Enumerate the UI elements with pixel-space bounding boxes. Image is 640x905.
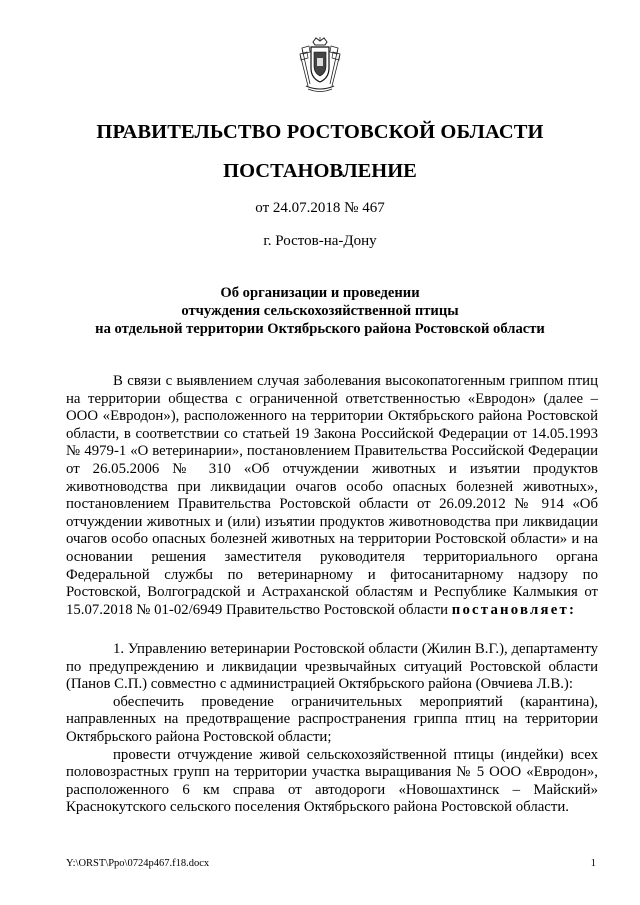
item-1-subitem: обеспечить проведение ограничительных мероприятий (карантина), направленных на предотвращение распространения гриппа птиц на территории Октябрьского района Ростовской области; <box>66 693 598 745</box>
subject-line: отчуждения сельскохозяйственной птицы <box>181 303 459 319</box>
coat-of-arms-icon <box>298 36 342 94</box>
file-path: Y:\ORST\Ppo\0724p467.f18.docx <box>66 858 210 869</box>
item-1-subitem: провести отчуждение живой сельскохозяйственной птицы (индейки) всех половозрастных групп на территории участка выращивания № 5 ООО «Евродон», расположенного 6 км справа от автодороги «Новошахтинск – Майский» Краснокутского сельского поселения Октябрьского района Ростовской области. <box>66 746 598 816</box>
document-subject <box>0 284 640 338</box>
preamble-paragraph <box>66 373 598 619</box>
document-date-number: от 24.07.2018 № 467 <box>255 200 385 216</box>
preamble-text: В связи с выявлением случая заболевания высокопатогенным гриппом птиц на территории общества с ограниченной ответственностью «Евродон» (далее – ООО «Евродон»), расположенного на территории Октябрьского района Ростовской области, в соответствии со статьей 19 Закона Российской Федерации от 14.05.1993 № 4979-1 «О ветеринарии», постановлением Правительства Российской Федерации от 26.05.2006 № 310 «Об отчуждении животных и изъятии продуктов животноводства при ликвидации очагов особо опасных болезней животных», постановлением Правительства Ростовской области от 26.09.2012 № 914 «Об отчуждении животных и (или) изъятии продуктов животноводства при ликвидации очагов особо опасных болезней животных на территории Ростовской области» и на основании решения заместителя руководителя территориального органа Федеральной службы по ветеринарному и фитосанитарному надзору по Ростовской, Волгоградской и Астраханской областям и Республике Калмыкия от 15.07.2018 № 01-02/6949 Правительство Ростовской области <box>66 373 598 618</box>
government-title: ПРАВИТЕЛЬСТВО РОСТОВСКОЙ ОБЛАСТИ <box>96 121 544 143</box>
item-1-intro: 1. Управлению ветеринарии Ростовской области (Жилин В.Г.), департаменту по предупреждению и ликвидации чрезвычайных ситуаций Ростовской области (Панов С.П.) совместно с администрацией Октябрьского района (Овчиева Л.В.): <box>66 641 598 693</box>
document-city: г. Ростов-на-Дону <box>263 233 377 249</box>
document-type: ПОСТАНОВЛЕНИЕ <box>223 160 417 182</box>
subject-line: на отдельной территории Октябрьского района Ростовской области <box>95 321 545 337</box>
page-number: 1 <box>590 858 596 869</box>
item-1-block <box>66 641 598 817</box>
resolves-word: постановляет: <box>451 601 577 618</box>
preamble-block <box>66 373 598 619</box>
subject-line: Об организации и проведении <box>220 285 420 301</box>
